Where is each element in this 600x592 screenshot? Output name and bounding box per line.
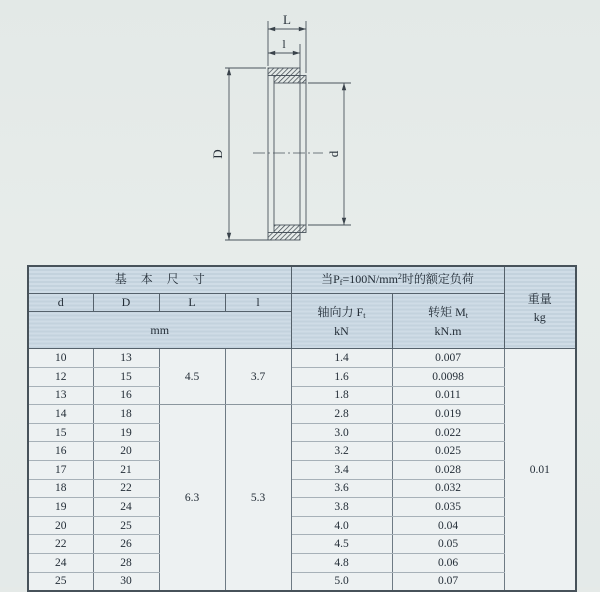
arrow-d-bottom bbox=[342, 218, 346, 225]
table-row bbox=[28, 572, 576, 591]
cell-torque: 0.04 bbox=[392, 516, 504, 535]
table-body bbox=[28, 349, 576, 591]
cell-axial-force: 3.4 bbox=[291, 460, 392, 479]
cell-torque: 0.0098 bbox=[392, 367, 504, 386]
cell-axial-force: 3.8 bbox=[291, 498, 392, 517]
rated-load-text: 时的额定负荷 bbox=[401, 272, 474, 287]
table-row bbox=[28, 442, 576, 461]
cell-torque: 0.028 bbox=[392, 460, 504, 479]
dim-label-D: D bbox=[210, 149, 225, 159]
cell-D: 22 bbox=[93, 479, 159, 498]
cell-L-merged: 4.5 bbox=[159, 349, 225, 405]
cell-torque: 0.07 bbox=[392, 572, 504, 591]
cell-D: 21 bbox=[93, 460, 159, 479]
rated-load-subscript: f bbox=[339, 278, 343, 288]
header-axial-force bbox=[291, 294, 392, 349]
cell-axial-force: 4.8 bbox=[291, 553, 392, 572]
table-row bbox=[28, 386, 576, 405]
torque-unit: kN.m bbox=[434, 323, 462, 338]
cell-D: 28 bbox=[93, 553, 159, 572]
cell-d: 12 bbox=[28, 367, 93, 386]
dimension-table-wrap bbox=[27, 265, 577, 592]
table-row bbox=[28, 479, 576, 498]
technical-drawing bbox=[0, 0, 600, 258]
cell-d: 20 bbox=[28, 516, 93, 535]
header-unit-mm: mm bbox=[28, 312, 291, 349]
cell-torque: 0.019 bbox=[392, 405, 504, 424]
cell-D: 18 bbox=[93, 405, 159, 424]
cell-axial-force: 3.0 bbox=[291, 423, 392, 442]
table-row bbox=[28, 367, 576, 386]
col-header-L: L bbox=[159, 294, 225, 312]
cell-axial-force: 5.0 bbox=[291, 572, 392, 591]
section-band-bottom-outer bbox=[268, 233, 300, 241]
cell-axial-force: 2.8 bbox=[291, 405, 392, 424]
cell-d: 14 bbox=[28, 405, 93, 424]
arrow-D-top bbox=[227, 68, 231, 75]
table-row bbox=[28, 535, 576, 554]
header-row-columns bbox=[28, 294, 576, 312]
cell-axial-force: 3.2 bbox=[291, 442, 392, 461]
cell-axial-force: 1.6 bbox=[291, 367, 392, 386]
table-row bbox=[28, 423, 576, 442]
cell-D: 25 bbox=[93, 516, 159, 535]
sleeve-cross-section-drawing bbox=[0, 0, 600, 258]
axial-force-label: 轴向力 F bbox=[317, 304, 364, 319]
cell-L-merged: 6.3 bbox=[159, 405, 225, 591]
cell-D: 26 bbox=[93, 535, 159, 554]
header-row-groups bbox=[28, 266, 576, 294]
cell-d: 10 bbox=[28, 349, 93, 368]
dim-label-L: L bbox=[283, 12, 291, 27]
cell-d: 17 bbox=[28, 460, 93, 479]
dim-label-l: l bbox=[282, 37, 286, 51]
dim-label-d: d bbox=[326, 150, 341, 158]
weight-unit: kg bbox=[533, 309, 546, 324]
header-weight bbox=[504, 266, 576, 349]
header-rated-load bbox=[291, 266, 504, 294]
cell-axial-force: 4.0 bbox=[291, 516, 392, 535]
header-basic-dimensions: 基本尺寸 bbox=[28, 266, 291, 294]
cell-d: 18 bbox=[28, 479, 93, 498]
cell-D: 13 bbox=[93, 349, 159, 368]
cell-d: 22 bbox=[28, 535, 93, 554]
rated-load-superscript: 2 bbox=[397, 272, 402, 282]
torque-label: 转矩 M bbox=[428, 304, 466, 319]
cell-D: 15 bbox=[93, 367, 159, 386]
section-band-top-outer bbox=[268, 68, 300, 76]
cell-torque: 0.035 bbox=[392, 498, 504, 517]
cell-D: 16 bbox=[93, 386, 159, 405]
table-row bbox=[28, 498, 576, 517]
table-row bbox=[28, 516, 576, 535]
table-row bbox=[28, 349, 576, 368]
arrow-D-bottom bbox=[227, 233, 231, 240]
table-row bbox=[28, 405, 576, 424]
axial-force-subscript: t bbox=[363, 310, 366, 320]
weight-label: 重量 bbox=[527, 291, 552, 306]
cell-axial-force: 3.6 bbox=[291, 479, 392, 498]
cell-torque: 0.007 bbox=[392, 349, 504, 368]
rated-load-text: =100N/mm bbox=[342, 272, 398, 287]
col-header-l: l bbox=[225, 294, 291, 312]
cell-D: 30 bbox=[93, 572, 159, 591]
arrow-l-left bbox=[268, 51, 275, 55]
header-torque bbox=[392, 294, 504, 349]
cell-D: 24 bbox=[93, 498, 159, 517]
cell-d: 16 bbox=[28, 442, 93, 461]
cell-weight: 0.01 bbox=[529, 463, 550, 476]
cell-torque: 0.05 bbox=[392, 535, 504, 554]
cell-torque: 0.032 bbox=[392, 479, 504, 498]
arrow-L-right bbox=[299, 27, 306, 31]
arrow-d-top bbox=[342, 83, 346, 90]
arrow-l-right bbox=[293, 51, 300, 55]
cell-d: 19 bbox=[28, 498, 93, 517]
rated-load-text: 当P bbox=[321, 272, 340, 287]
cell-l-merged: 3.7 bbox=[225, 349, 291, 405]
cell-torque: 0.025 bbox=[392, 442, 504, 461]
cell-D: 20 bbox=[93, 442, 159, 461]
table-row bbox=[28, 553, 576, 572]
cell-d: 13 bbox=[28, 386, 93, 405]
cell-d: 25 bbox=[28, 572, 93, 591]
cell-axial-force: 1.8 bbox=[291, 386, 392, 405]
arrow-L-left bbox=[268, 27, 275, 31]
section-band-top-inner bbox=[274, 76, 306, 84]
cell-torque: 0.022 bbox=[392, 423, 504, 442]
cell-axial-force: 1.4 bbox=[291, 349, 392, 368]
col-header-D: D bbox=[93, 294, 159, 312]
torque-subscript: t bbox=[465, 310, 468, 320]
cell-axial-force: 4.5 bbox=[291, 535, 392, 554]
section-band-bottom-inner bbox=[274, 225, 306, 233]
cell-d: 15 bbox=[28, 423, 93, 442]
cell-torque: 0.06 bbox=[392, 553, 504, 572]
axial-force-unit: kN bbox=[334, 323, 349, 338]
cell-D: 19 bbox=[93, 423, 159, 442]
dimension-table bbox=[27, 265, 577, 592]
cell-torque: 0.011 bbox=[392, 386, 504, 405]
cell-l-merged: 5.3 bbox=[225, 405, 291, 591]
cell-d: 24 bbox=[28, 553, 93, 572]
col-header-d: d bbox=[28, 294, 93, 312]
table-row bbox=[28, 460, 576, 479]
